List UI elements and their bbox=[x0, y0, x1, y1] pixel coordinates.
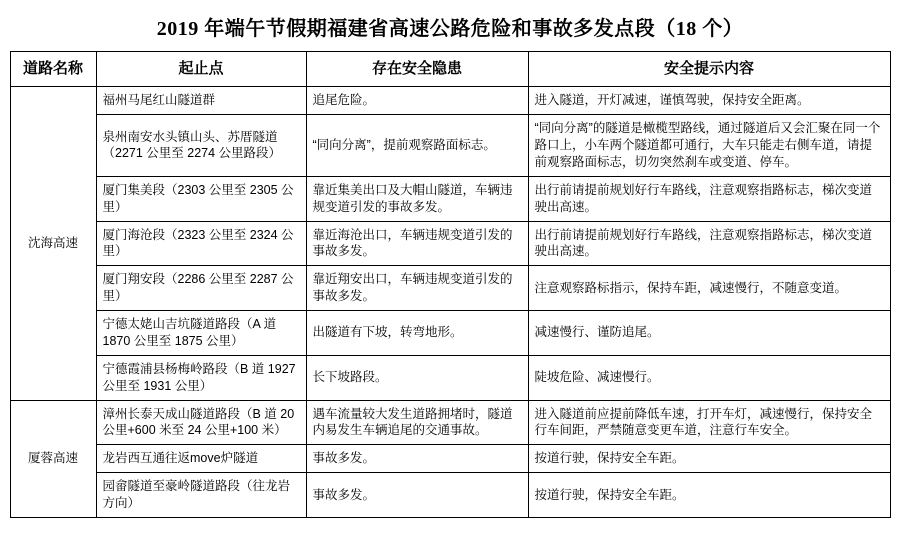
start-end-cell: 宁德太姥山吉坑隧道路段（A 道 1870 公里至 1875 公里） bbox=[96, 311, 306, 356]
start-end-cell: 宁德霞浦县杨梅岭路段（B 道 1927 公里至 1931 公里） bbox=[96, 355, 306, 400]
road-name-cell: 沈海高速 bbox=[10, 87, 96, 400]
start-end-cell: 漳州长泰天成山隧道路段（B 道 20 公里+600 米至 24 公里+100 米） bbox=[96, 400, 306, 445]
hazard-cell: 出隧道有下坡，转弯地形。 bbox=[306, 311, 528, 356]
hazard-cell: 追尾危险。 bbox=[306, 87, 528, 115]
start-end-cell: 厦门翔安段（2286 公里至 2287 公里） bbox=[96, 266, 306, 311]
table-row bbox=[10, 266, 890, 311]
table-header-row bbox=[10, 52, 890, 87]
table-row bbox=[10, 115, 890, 177]
hazard-cell: 长下坡路段。 bbox=[306, 355, 528, 400]
start-end-cell: 龙岩西互通往返move炉隧道 bbox=[96, 445, 306, 473]
safety-tip-cell: 进入隧道前应提前降低车速，打开车灯，减速慢行，保持安全行车间距，严禁随意变更车道，注意行车安全。 bbox=[528, 400, 890, 445]
table-row bbox=[10, 221, 890, 266]
hazard-cell: 遇车流量较大发生道路拥堵时，隧道内易发生车辆追尾的交通事故。 bbox=[306, 400, 528, 445]
start-end-cell: 厦门海沧段（2323 公里至 2324 公里） bbox=[96, 221, 306, 266]
start-end-cell: 泉州南安水头镇山头、苏厝隧道（2271 公里至 2274 公里路段） bbox=[96, 115, 306, 177]
page-title: 2019 年端午节假期福建省高速公路危险和事故多发点段（18 个） bbox=[156, 18, 744, 40]
safety-tip-cell: 进入隧道，开灯减速，谨慎驾驶，保持安全距离。 bbox=[528, 87, 890, 115]
safety-tip-cell: 出行前请提前规划好行车路线，注意观察指路标志，梯次变道驶出高速。 bbox=[528, 221, 890, 266]
safety-tip-cell: 出行前请提前规划好行车路线，注意观察指路标志，梯次变道驶出高速。 bbox=[528, 176, 890, 221]
start-end-cell: 福州马尾红山隧道群 bbox=[96, 87, 306, 115]
safety-tip-cell: 按道行驶，保持安全车距。 bbox=[528, 473, 890, 518]
hazard-cell: “同向分离”，提前观察路面标志。 bbox=[306, 115, 528, 177]
safety-tip-cell: 按道行驶，保持安全车距。 bbox=[528, 445, 890, 473]
hazard-cell: 事故多发。 bbox=[306, 473, 528, 518]
table-row bbox=[10, 87, 890, 115]
table-row bbox=[10, 176, 890, 221]
table-row bbox=[10, 355, 890, 400]
table-row bbox=[10, 473, 890, 518]
column-header-safety-tip: 安全提示内容 bbox=[528, 52, 890, 87]
road-name-cell: 厦蓉高速 bbox=[10, 400, 96, 517]
column-header-start-end: 起止点 bbox=[96, 52, 306, 87]
hazard-cell: 靠近集美出口及大帽山隧道，车辆违规变道引发的事故多发。 bbox=[306, 176, 528, 221]
safety-tip-cell: 陡坡危险、减速慢行。 bbox=[528, 355, 890, 400]
start-end-cell: 厦门集美段（2303 公里至 2305 公里） bbox=[96, 176, 306, 221]
hazard-cell: 靠近海沧出口，车辆违规变道引发的事故多发。 bbox=[306, 221, 528, 266]
hazard-points-table bbox=[10, 51, 891, 518]
table-row bbox=[10, 445, 890, 473]
start-end-cell: 园畲隧道至豪岭隧道路段（往龙岩方向） bbox=[96, 473, 306, 518]
column-header-hazard: 存在安全隐患 bbox=[306, 52, 528, 87]
safety-tip-cell: “同向分离”的隧道是橄榄型路线，通过隧道后又会汇聚在同一个路口上，小车两个隧道都可通行，大车只能走右侧车道，请提前观察路面标志，切勿突然刹车或变道、停车。 bbox=[528, 115, 890, 177]
column-header-road-name: 道路名称 bbox=[10, 52, 96, 87]
hazard-cell: 事故多发。 bbox=[306, 445, 528, 473]
table-row bbox=[10, 311, 890, 356]
table-row bbox=[10, 400, 890, 445]
safety-tip-cell: 减速慢行、谨防追尾。 bbox=[528, 311, 890, 356]
hazard-cell: 靠近翔安出口，车辆违规变道引发的事故多发。 bbox=[306, 266, 528, 311]
safety-tip-cell: 注意观察路标指示，保持车距，减速慢行，不随意变道。 bbox=[528, 266, 890, 311]
